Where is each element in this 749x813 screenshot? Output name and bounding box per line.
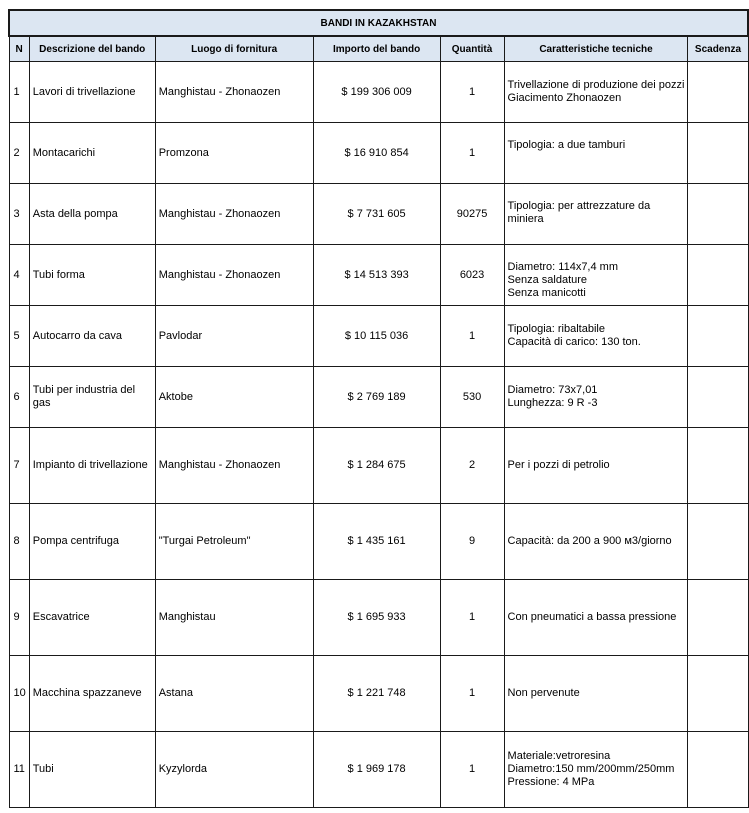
cell-n: 6 bbox=[9, 367, 29, 428]
cell-scadenza bbox=[688, 245, 748, 306]
cell-luogo: Aktobe bbox=[155, 367, 313, 428]
cell-quantita: 1 bbox=[440, 123, 504, 184]
tech-line: Capacità: da 200 a 900 м3/giorno bbox=[507, 535, 672, 547]
cell-scadenza bbox=[688, 580, 748, 656]
tech-line: Senza saldature bbox=[507, 274, 588, 286]
cell-n: 5 bbox=[9, 306, 29, 367]
header-caratteristiche: Caratteristiche tecniche bbox=[504, 36, 688, 62]
tech-line: Lunghezza: 9 R -3 bbox=[507, 397, 598, 409]
tech-line: Diametro: 73x7,01 bbox=[507, 384, 598, 396]
cell-caratteristiche bbox=[504, 656, 688, 732]
cell-scadenza bbox=[688, 62, 748, 123]
cell-quantita: 1 bbox=[440, 580, 504, 656]
table-row bbox=[9, 62, 748, 123]
cell-luogo: Manghistau bbox=[155, 580, 313, 656]
cell-n: 11 bbox=[9, 732, 29, 808]
cell-scadenza bbox=[688, 428, 748, 504]
tech-line: Pressione: 4 MPa bbox=[507, 776, 595, 788]
cell-descrizione: Autocarro da cava bbox=[29, 306, 155, 367]
cell-luogo: Pavlodar bbox=[155, 306, 313, 367]
tech-line: Diametro: 114x7,4 mm bbox=[507, 261, 618, 273]
table-row bbox=[9, 123, 748, 184]
cell-n: 2 bbox=[9, 123, 29, 184]
cell-scadenza bbox=[688, 306, 748, 367]
tech-line: Con pneumatici a bassa pressione bbox=[507, 611, 677, 623]
cell-importo: $ 1 284 675 bbox=[313, 428, 440, 504]
header-n: N bbox=[9, 36, 29, 62]
cell-caratteristiche bbox=[504, 580, 688, 656]
table-row bbox=[9, 245, 748, 306]
cell-descrizione: Escavatrice bbox=[29, 580, 155, 656]
cell-n: 3 bbox=[9, 184, 29, 245]
tenders-table bbox=[8, 9, 749, 808]
cell-n: 10 bbox=[9, 656, 29, 732]
cell-n: 4 bbox=[9, 245, 29, 306]
cell-caratteristiche bbox=[504, 184, 688, 245]
cell-luogo: Manghistau - Zhonaozen bbox=[155, 428, 313, 504]
table-row bbox=[9, 732, 748, 808]
cell-scadenza bbox=[688, 184, 748, 245]
cell-luogo: "Turgai Petroleum" bbox=[155, 504, 313, 580]
cell-caratteristiche bbox=[504, 504, 688, 580]
cell-importo: $ 1 221 748 bbox=[313, 656, 440, 732]
cell-n: 1 bbox=[9, 62, 29, 123]
cell-descrizione: Asta della pompa bbox=[29, 184, 155, 245]
cell-caratteristiche bbox=[504, 732, 688, 808]
cell-luogo: Manghistau - Zhonaozen bbox=[155, 245, 313, 306]
cell-scadenza bbox=[688, 656, 748, 732]
cell-importo: $ 16 910 854 bbox=[313, 123, 440, 184]
cell-quantita: 9 bbox=[440, 504, 504, 580]
cell-caratteristiche bbox=[504, 306, 688, 367]
table-row bbox=[9, 184, 748, 245]
cell-descrizione: Lavori di trivellazione bbox=[29, 62, 155, 123]
table-row bbox=[9, 367, 748, 428]
cell-n: 8 bbox=[9, 504, 29, 580]
table-row bbox=[9, 428, 748, 504]
cell-quantita: 90275 bbox=[440, 184, 504, 245]
tech-line: Capacità di carico: 130 ton. bbox=[507, 336, 641, 348]
cell-scadenza bbox=[688, 367, 748, 428]
tech-line: Tipologia: a due tamburi bbox=[507, 139, 626, 151]
cell-caratteristiche bbox=[504, 62, 688, 123]
cell-descrizione: Tubi per industria del gas bbox=[29, 367, 155, 428]
cell-luogo: Kyzylorda bbox=[155, 732, 313, 808]
tech-line: Senza manicotti bbox=[507, 287, 586, 299]
cell-luogo: Promzona bbox=[155, 123, 313, 184]
cell-importo: $ 1 695 933 bbox=[313, 580, 440, 656]
table-body bbox=[9, 62, 748, 808]
header-scadenza: Scadenza bbox=[688, 36, 748, 62]
cell-scadenza bbox=[688, 123, 748, 184]
cell-quantita: 1 bbox=[440, 306, 504, 367]
cell-descrizione: Macchina spazzaneve bbox=[29, 656, 155, 732]
cell-descrizione: Tubi forma bbox=[29, 245, 155, 306]
tech-line: Materiale:vetroresina bbox=[507, 750, 611, 762]
header-quantita: Quantità bbox=[440, 36, 504, 62]
cell-n: 7 bbox=[9, 428, 29, 504]
cell-descrizione: Pompa centrifuga bbox=[29, 504, 155, 580]
tech-line: miniera bbox=[507, 213, 544, 225]
cell-importo: $ 199 306 009 bbox=[313, 62, 440, 123]
cell-luogo: Manghistau - Zhonaozen bbox=[155, 62, 313, 123]
table-row bbox=[9, 580, 748, 656]
tech-line: Diametro:150 mm/200mm/250mm bbox=[507, 763, 675, 775]
cell-scadenza bbox=[688, 504, 748, 580]
table-row bbox=[9, 306, 748, 367]
cell-importo: $ 14 513 393 bbox=[313, 245, 440, 306]
table-row bbox=[9, 656, 748, 732]
table-title: BANDI IN KAZAKHSTAN bbox=[9, 10, 748, 36]
cell-n: 9 bbox=[9, 580, 29, 656]
cell-descrizione: Montacarichi bbox=[29, 123, 155, 184]
header-row bbox=[9, 36, 748, 62]
tech-line: Per i pozzi di petrolio bbox=[507, 459, 610, 471]
tech-line: Giacimento Zhonaozen bbox=[507, 92, 622, 104]
cell-caratteristiche bbox=[504, 245, 688, 306]
cell-importo: $ 1 435 161 bbox=[313, 504, 440, 580]
header-descrizione: Descrizione del bando bbox=[29, 36, 155, 62]
header-importo: Importo del bando bbox=[313, 36, 440, 62]
cell-quantita: 1 bbox=[440, 62, 504, 123]
tech-line: Trivellazione di produzione dei pozzi bbox=[507, 79, 685, 91]
cell-luogo: Astana bbox=[155, 656, 313, 732]
cell-importo: $ 2 769 189 bbox=[313, 367, 440, 428]
cell-importo: $ 7 731 605 bbox=[313, 184, 440, 245]
cell-descrizione: Tubi bbox=[29, 732, 155, 808]
cell-descrizione: Impianto di trivellazione bbox=[29, 428, 155, 504]
cell-quantita: 530 bbox=[440, 367, 504, 428]
cell-caratteristiche bbox=[504, 123, 688, 184]
table-row bbox=[9, 504, 748, 580]
cell-importo: $ 10 115 036 bbox=[313, 306, 440, 367]
cell-quantita: 2 bbox=[440, 428, 504, 504]
tech-line: Tipologia: ribaltabile bbox=[507, 323, 605, 335]
header-luogo: Luogo di fornitura bbox=[155, 36, 313, 62]
cell-scadenza bbox=[688, 732, 748, 808]
cell-quantita: 1 bbox=[440, 732, 504, 808]
cell-importo: $ 1 969 178 bbox=[313, 732, 440, 808]
tech-line: Non pervenute bbox=[507, 687, 580, 699]
cell-caratteristiche bbox=[504, 367, 688, 428]
cell-luogo: Manghistau - Zhonaozen bbox=[155, 184, 313, 245]
cell-caratteristiche bbox=[504, 428, 688, 504]
cell-quantita: 1 bbox=[440, 656, 504, 732]
cell-quantita: 6023 bbox=[440, 245, 504, 306]
tech-line: Tipologia: per attrezzature da bbox=[507, 200, 651, 212]
